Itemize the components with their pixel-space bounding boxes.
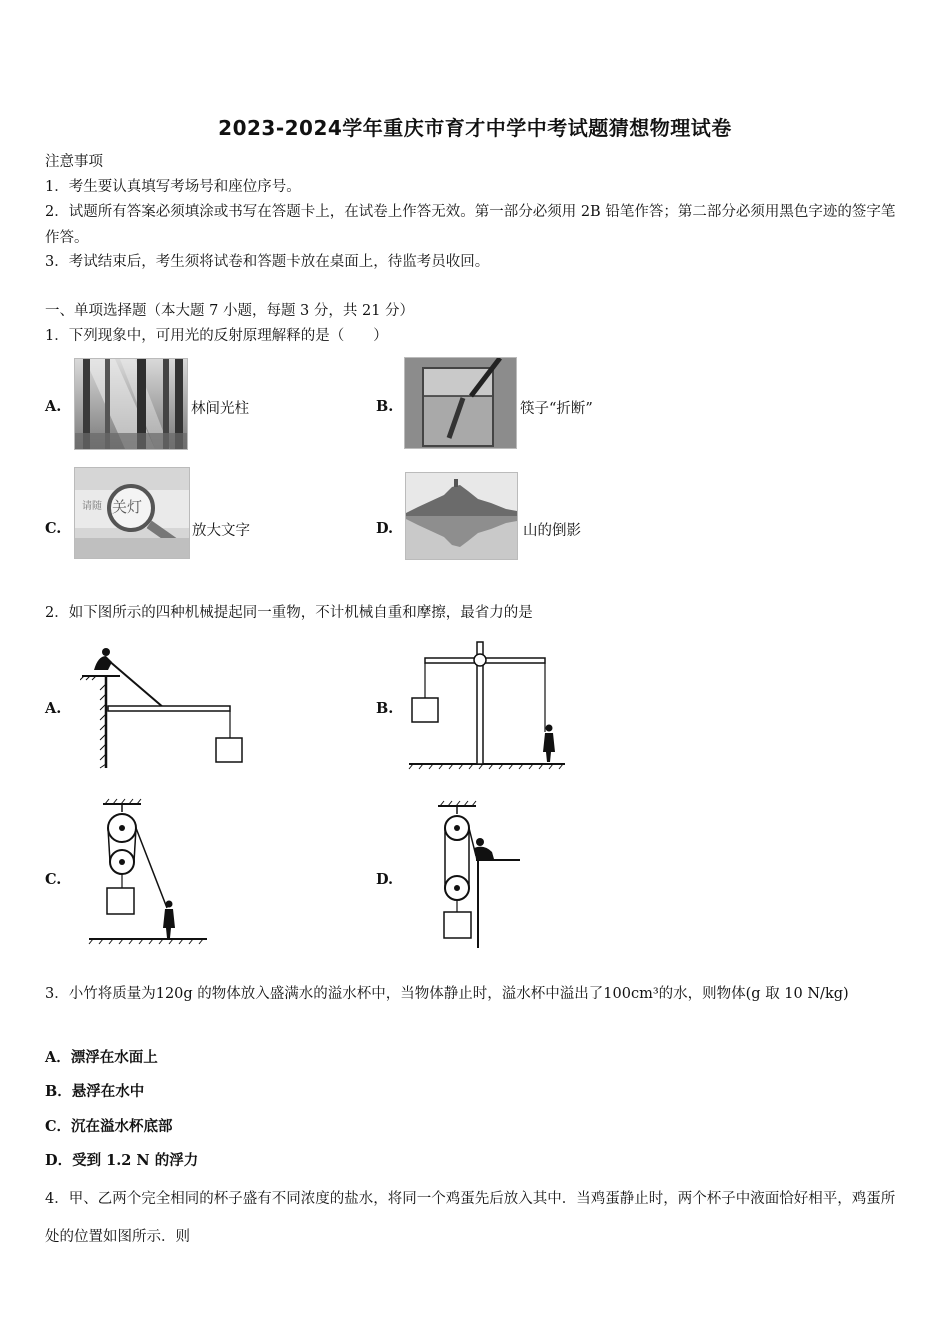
notice-item-2: 2．试题所有答案必须填涂或书写在答题卡上，在试卷上作答无效。第一部分必须用 2B 铅笔作答；第二部分必须用黑色字迹的签字笔作答。 bbox=[45, 204, 896, 246]
q2-option-c-letter: C. bbox=[45, 871, 62, 888]
q1-option-b-caption: 筷子“折断” bbox=[520, 401, 593, 417]
pulley-diagram-c bbox=[85, 796, 210, 948]
q1-option-c-letter: C. bbox=[45, 520, 62, 537]
q4-stem: 4．甲、乙两个完全相同的杯子盛有不同浓度的盐水，将同一个鸡蛋先后放入其中．当鸡蛋静止时，两个杯子中液面恰好相平，鸡蛋所处的位置如图所示．则 bbox=[45, 1191, 896, 1245]
mountain-reflection-photo bbox=[405, 472, 518, 560]
forest-light-photo bbox=[74, 358, 188, 450]
q1-stem: 1．下列现象中，可用光的反射原理解释的是（ ） bbox=[45, 328, 388, 344]
q2-option-b-letter: B. bbox=[376, 700, 394, 717]
q3-option-b: B．悬浮在水中 bbox=[45, 1083, 145, 1100]
q3-stem: 3．小竹将质量为120g 的物体放入盛满水的溢水杯中，当物体静止时，溢水杯中溢出了100cm³的水，则物体(g 取 10 N/kg) bbox=[45, 986, 849, 1002]
q1-option-d-letter: D. bbox=[376, 520, 394, 537]
page-title: 2023-2024学年重庆市育才中学中考试题猜想物理试卷 bbox=[218, 116, 732, 140]
q2-stem: 2．如下图所示的四种机械提起同一重物，不计机械自重和摩擦，最省力的是 bbox=[45, 605, 533, 621]
notice-item-1: 1．考生要认真填写考场号和座位序号。 bbox=[45, 179, 301, 195]
lever-diagram-a bbox=[80, 640, 250, 770]
pulley-diagram-d bbox=[430, 798, 525, 950]
q2-option-d-letter: D. bbox=[376, 871, 394, 888]
q2-option-a-letter: A. bbox=[45, 700, 62, 717]
notice-heading: 注意事项 bbox=[45, 154, 103, 170]
section-heading: 一、单项选择题（本大题 7 小题，每题 3 分，共 21 分） bbox=[45, 303, 415, 319]
notice-item-3: 3．考试结束后，考生须将试卷和答题卡放在桌面上，待监考员收回。 bbox=[45, 254, 490, 270]
chopstick-glass-photo bbox=[404, 357, 517, 449]
q3-option-c: C．沉在溢水杯底部 bbox=[45, 1118, 173, 1135]
sign-text: 请随 bbox=[82, 501, 102, 512]
q3-option-a: A．漂浮在水面上 bbox=[45, 1049, 158, 1066]
q1-option-a-letter: A. bbox=[45, 398, 62, 415]
lever-diagram-b bbox=[405, 636, 570, 774]
q1-option-a-caption: 林间光柱 bbox=[191, 401, 249, 417]
magnifier-text: 关灯 bbox=[112, 498, 143, 516]
q1-option-d-caption: 山的倒影 bbox=[523, 523, 581, 539]
q3-option-d: D．受到 1.2 N 的浮力 bbox=[45, 1152, 199, 1169]
q1-option-b-letter: B. bbox=[376, 398, 394, 415]
q1-option-c-caption: 放大文字 bbox=[192, 523, 250, 539]
